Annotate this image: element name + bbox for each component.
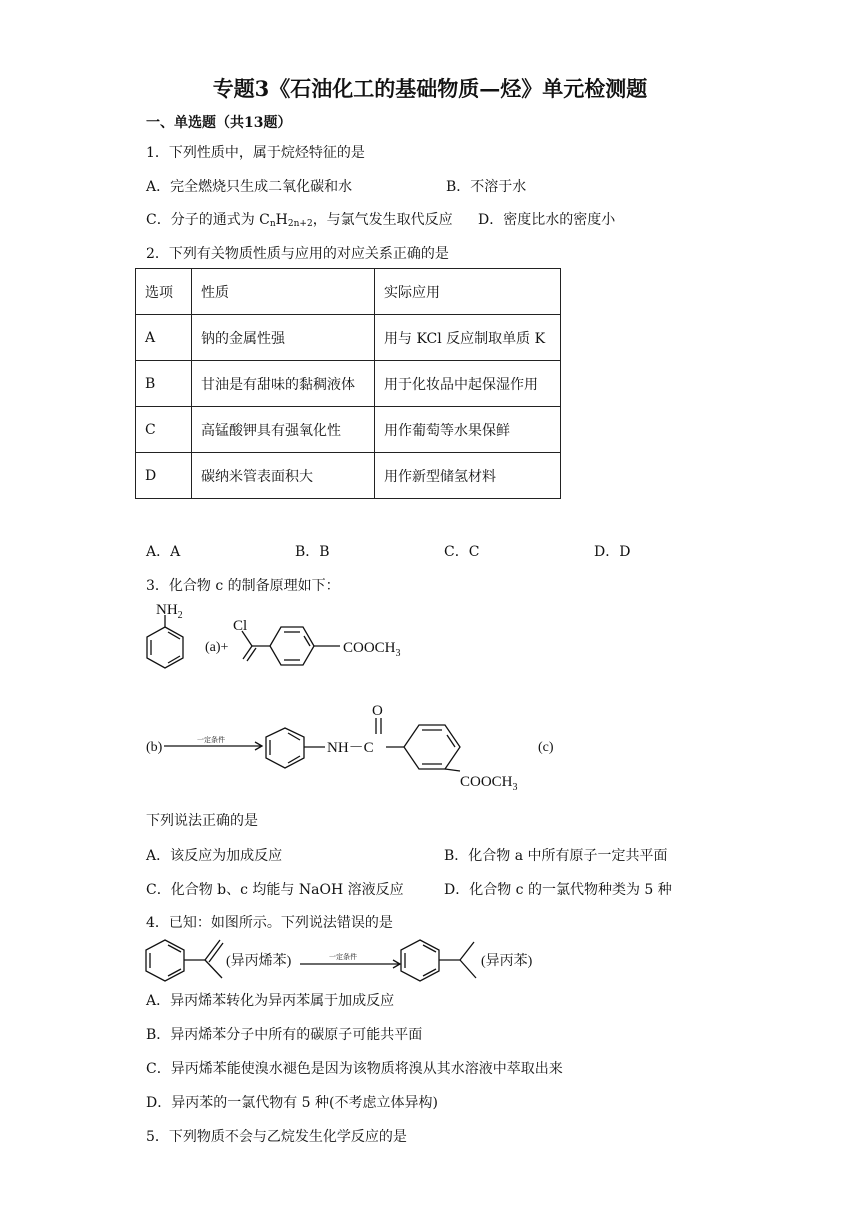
q3-stem: 3．化合物 c 的制备原理如下： [146, 578, 340, 594]
q2-table [135, 268, 561, 499]
q1-option-d: D．密度比水的密度小 [478, 212, 616, 228]
cl-label: Cl [233, 618, 248, 634]
table-row [136, 361, 561, 407]
table-header-row [136, 269, 561, 315]
table-cell: D [136, 453, 192, 499]
q4-option-d: D．异丙苯的一氯代物有 5 种(不考虑立体异构) [146, 1095, 438, 1111]
isopropylbenzene-structure [401, 940, 476, 981]
aniline-benzene-ring [147, 615, 183, 668]
table-cell: B [136, 361, 192, 407]
q1-option-b: B．不溶于水 [446, 179, 527, 195]
q2-stem: 2．下列有关物质性质与应用的对应关系正确的是 [146, 246, 449, 262]
isopropylbenzene-label: (异丙苯) [481, 954, 533, 969]
q1-option-c [146, 209, 453, 229]
label-a-plus: (a)+ [205, 640, 229, 655]
table-cell: 钠的金属性强 [192, 315, 375, 361]
q2-option-b: B．B [295, 544, 330, 560]
condition-label: 一定条件 [197, 736, 225, 744]
table-header-cell: 选项 [136, 269, 192, 315]
q3-prompt: 下列说法正确的是 [146, 813, 258, 829]
amide-label: NH－C [327, 740, 374, 756]
table-cell: A [136, 315, 192, 361]
q1-c-post: ，与氯气发生取代反应 [312, 212, 453, 228]
q2-option-c: C．C [444, 544, 480, 560]
table-cell: C [136, 407, 192, 453]
q3-option-c: C．化合物 b、c 均能与 NaOH 溶液反应 [146, 882, 404, 898]
page-title: 专题3《石油化工的基础物质—烃》单元检测题 [212, 76, 648, 101]
isopropenylbenzene-label: (异丙烯苯) [226, 954, 292, 969]
table-header-cell: 性质 [192, 269, 375, 315]
table-cell: 高锰酸钾具有强氧化性 [192, 407, 375, 453]
reaction-arrow [300, 960, 400, 968]
isopropenylbenzene-structure [146, 940, 223, 981]
q1-option-a: A．完全燃烧只生成二氧化碳和水 [146, 179, 353, 195]
q5-stem: 5．下列物质不会与乙烷发生化学反应的是 [146, 1129, 407, 1145]
q1-c-sub-n: n [269, 219, 276, 229]
section-heading: 一、单选题（共13题） [146, 115, 292, 131]
q2-option-a: A．A [146, 544, 181, 560]
table-cell: 用作新型储氢材料 [375, 453, 561, 499]
q3-option-d: D．化合物 c 的一氯代物种类为 5 种 [444, 882, 672, 898]
q1-c-h: H [275, 212, 288, 228]
q4-stem: 4．已知：如图所示。下列说法错误的是 [146, 915, 393, 931]
q4-option-a: A．异丙烯苯转化为异丙苯属于加成反应 [146, 993, 395, 1009]
nh2-label: $NH_2$ [156, 602, 183, 621]
condition-label: 一定条件 [329, 953, 357, 961]
q3-reaction-scheme [0, 595, 860, 805]
q3-option-b: B．化合物 a 中所有原子一定共平面 [444, 848, 668, 864]
table-cell: 碳纳米管表面积大 [192, 453, 375, 499]
label-b: (b) [146, 740, 163, 755]
product-cooch3-label: $COOCH_3$ [460, 774, 518, 793]
q1-c-pre: C．分子的通式为 C [146, 212, 270, 228]
q1-stem: 1．下列性质中，属于烷烃特征的是 [146, 145, 365, 161]
table-cell: 用与 KCl 反应制取单质 K [375, 315, 561, 361]
q2-option-d: D．D [594, 544, 631, 560]
carbonyl-o-label: O [372, 703, 383, 719]
acyl-chloride-structure [242, 627, 340, 665]
table-row [136, 453, 561, 499]
label-c: (c) [538, 740, 554, 755]
q4-reaction-scheme [0, 930, 860, 990]
table-cell: 甘油是有甜味的黏稠液体 [192, 361, 375, 407]
q1-c-sub-2n2: 2n+2 [287, 219, 313, 229]
q3-option-a: A．该反应为加成反应 [146, 848, 283, 864]
table-row [136, 407, 561, 453]
q4-option-b: B．异丙烯苯分子中所有的碳原子可能共平面 [146, 1027, 423, 1043]
q4-option-c: C．异丙烯苯能使溴水褪色是因为该物质将溴从其水溶液中萃取出来 [146, 1061, 563, 1077]
cooch3-label: $COOCH_3$ [343, 640, 401, 659]
table-cell: 用于化妆品中起保湿作用 [375, 361, 561, 407]
table-row [136, 315, 561, 361]
table-cell: 用作葡萄等水果保鲜 [375, 407, 561, 453]
table-header-cell: 实际应用 [375, 269, 561, 315]
